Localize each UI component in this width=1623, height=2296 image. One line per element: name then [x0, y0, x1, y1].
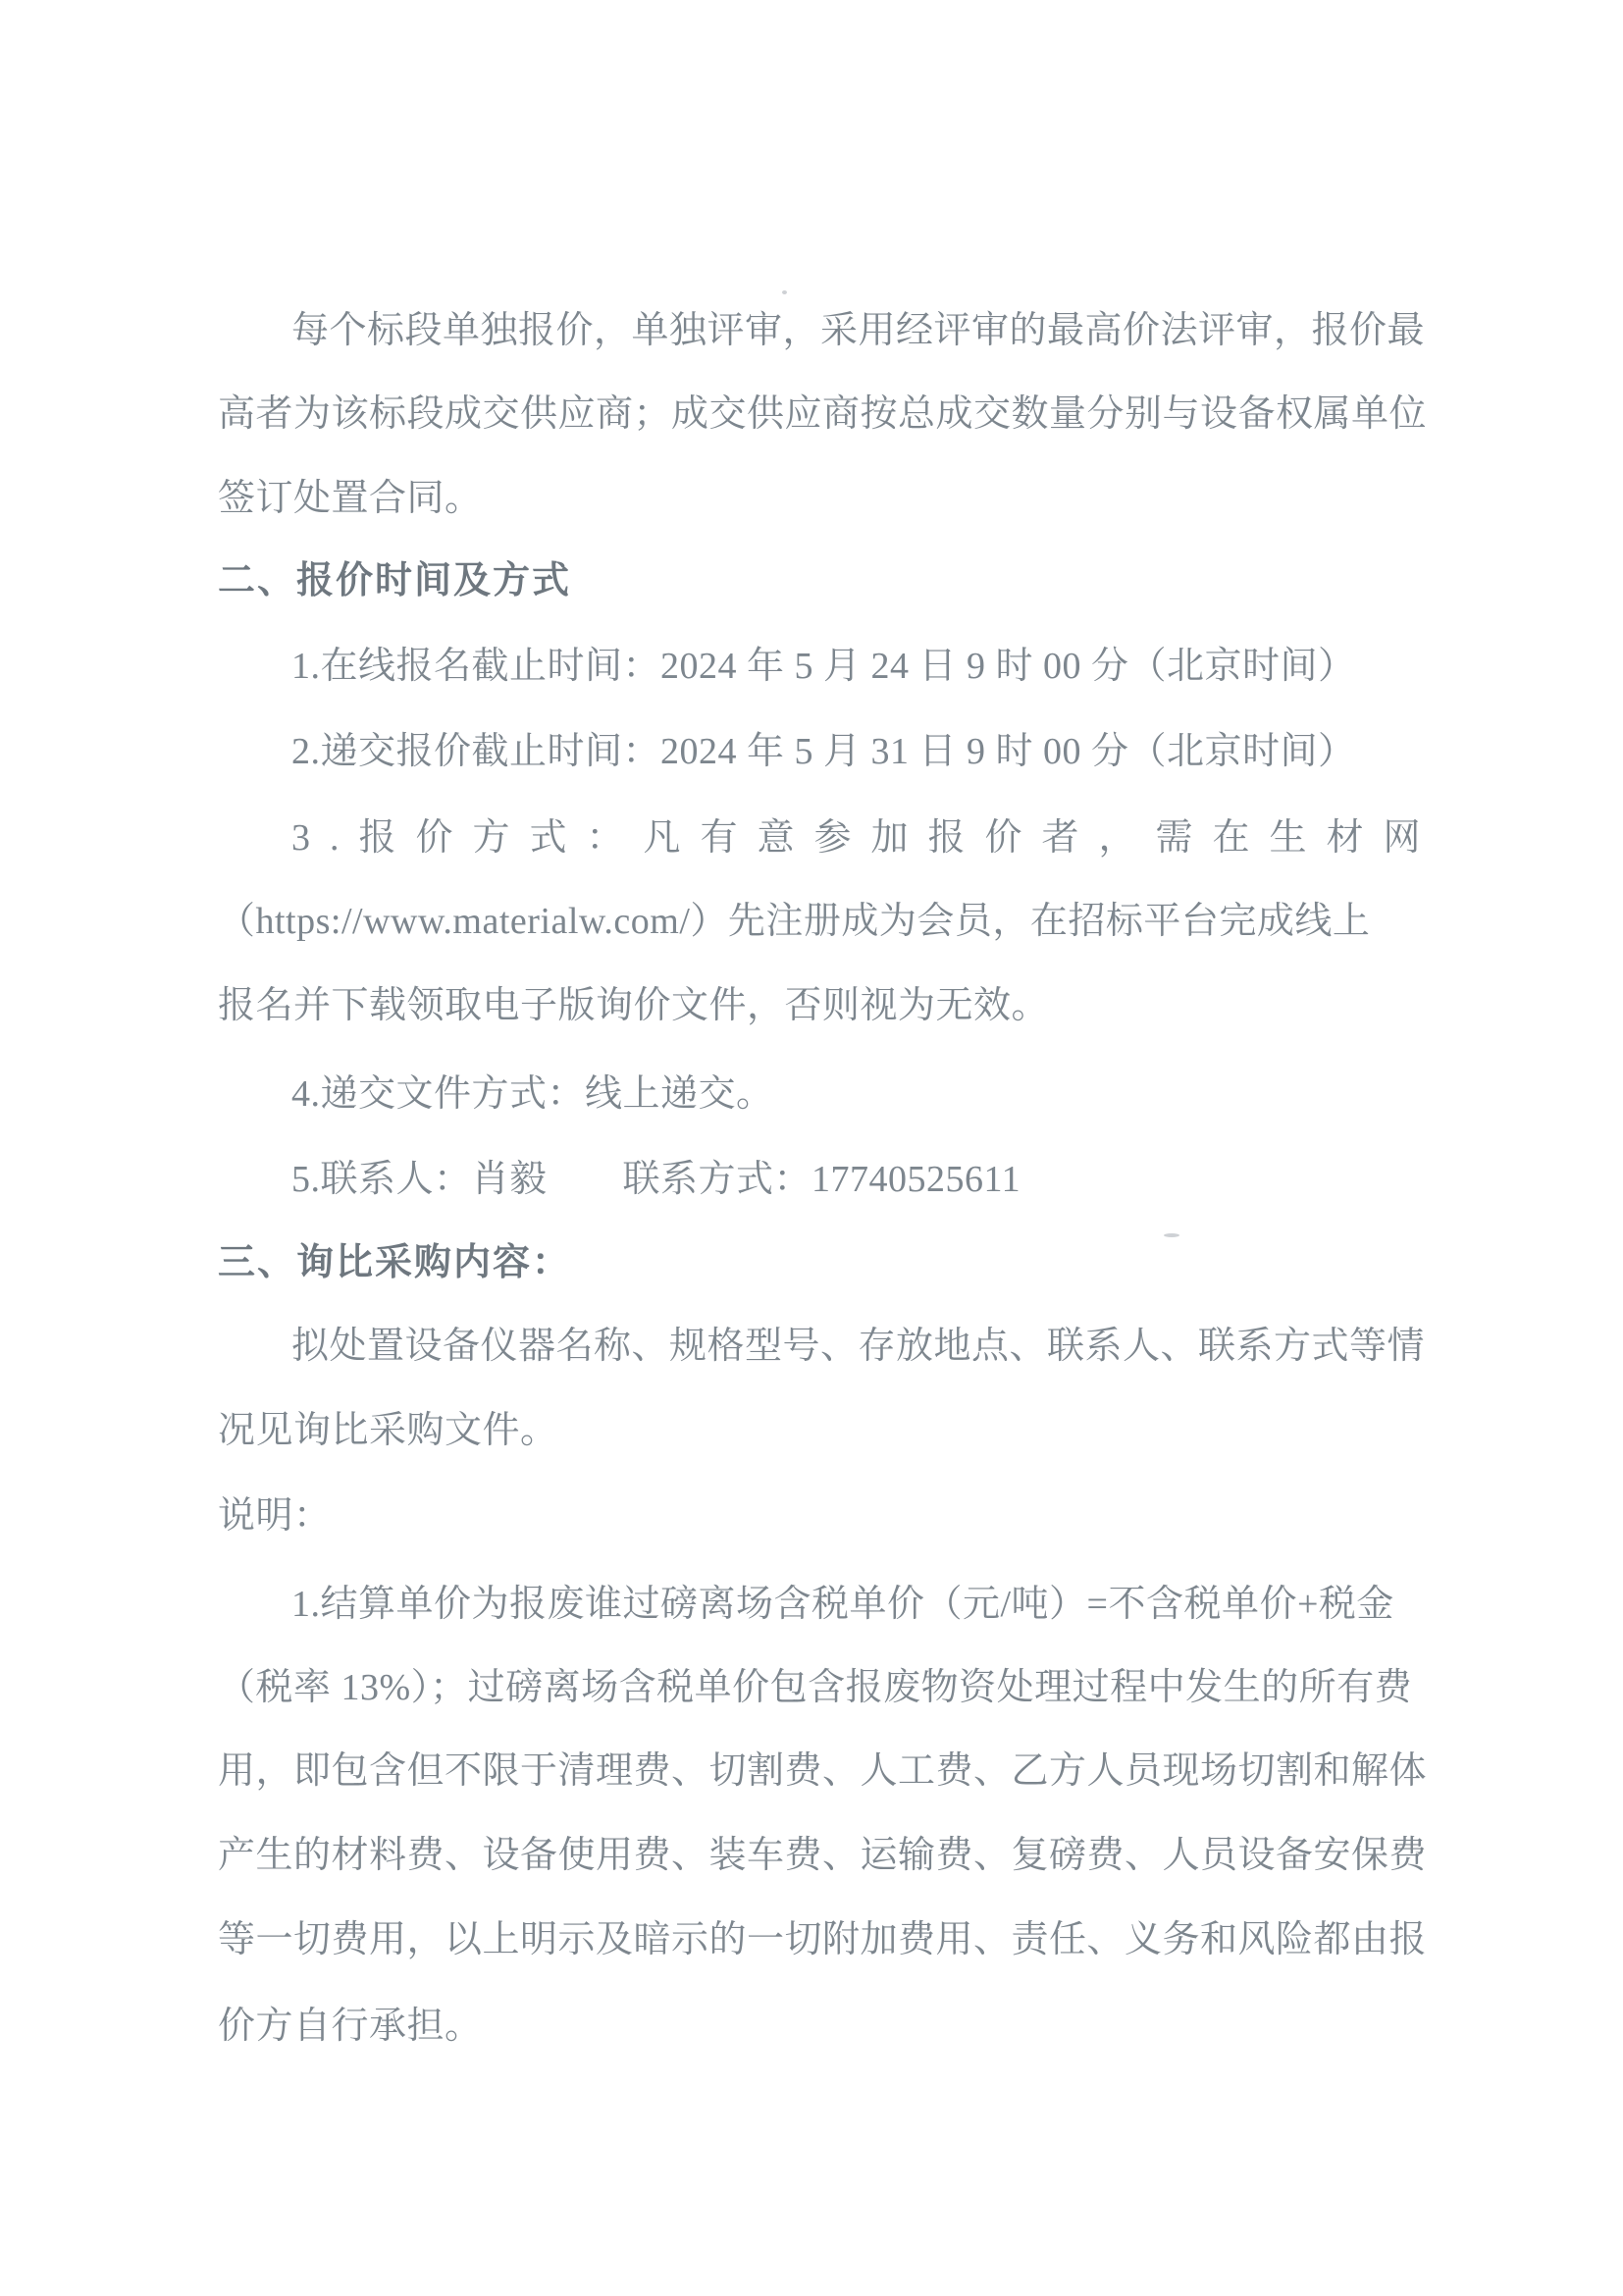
doc-line-item-5: 5.联系人：肖毅 联系方式：17740525611	[291, 1159, 1021, 1200]
doc-line-body: 每个标段单独报价，单独评审，采用经评审的最高价法评审，报价最	[291, 310, 1426, 351]
doc-line-body: 况见询比采购文件。	[218, 1410, 558, 1451]
doc-line-body: 等一切费用，以上明示及暗示的一切附加费用、责任、义务和风险都由报	[218, 1919, 1428, 1960]
doc-line-body: 高者为该标段成交供应商；成交供应商按总成交数量分别与设备权属单位	[218, 393, 1428, 435]
doc-line-body: 拟处置设备仪器名称、规格型号、存放地点、联系人、联系方式等情	[291, 1326, 1426, 1367]
doc-line-note-label: 说明：	[218, 1495, 332, 1537]
doc-line-body: 签订处置合同。	[218, 478, 483, 519]
section-heading-3: 三、询比采购内容：	[218, 1242, 572, 1283]
scan-speck	[782, 290, 787, 294]
doc-line-note-1: 1.结算单价为报废谁过磅离场含税单价（元/吨）=不含税单价+税金	[291, 1584, 1394, 1625]
doc-line-body: 价方自行承担。	[218, 2006, 483, 2047]
doc-line-item-1: 1.在线报名截止时间：2024 年 5 月 24 日 9 时 00 分（北京时间）	[291, 646, 1356, 687]
doc-line-item-2: 2.递交报价截止时间：2024 年 5 月 31 日 9 时 00 分（北京时间）	[291, 731, 1356, 772]
doc-line-item-4: 4.递交文件方式：线上递交。	[291, 1073, 774, 1115]
doc-line-url: （https://www.materialw.com/）先注册成为会员，在招标平台完成线上	[218, 901, 1371, 942]
doc-line-body: 产生的材料费、设备使用费、装车费、运输费、复磅费、人员设备安保费	[218, 1835, 1428, 1876]
doc-line-body: 报名并下载领取电子版询价文件，否则视为无效。	[218, 985, 1050, 1026]
doc-line-item-3: 3.报价方式：凡有意参加报价者，需在生材网	[291, 817, 1440, 859]
doc-line-body: 用，即包含但不限于清理费、切割费、人工费、乙方人员现场切割和解体	[218, 1750, 1428, 1792]
section-heading-2: 二、报价时间及方式	[218, 560, 572, 601]
doc-line-body: （税率 13%）；过磅离场含税单价包含报废物资处理过程中发生的所有费	[218, 1667, 1413, 1708]
scan-speck	[1164, 1233, 1179, 1237]
